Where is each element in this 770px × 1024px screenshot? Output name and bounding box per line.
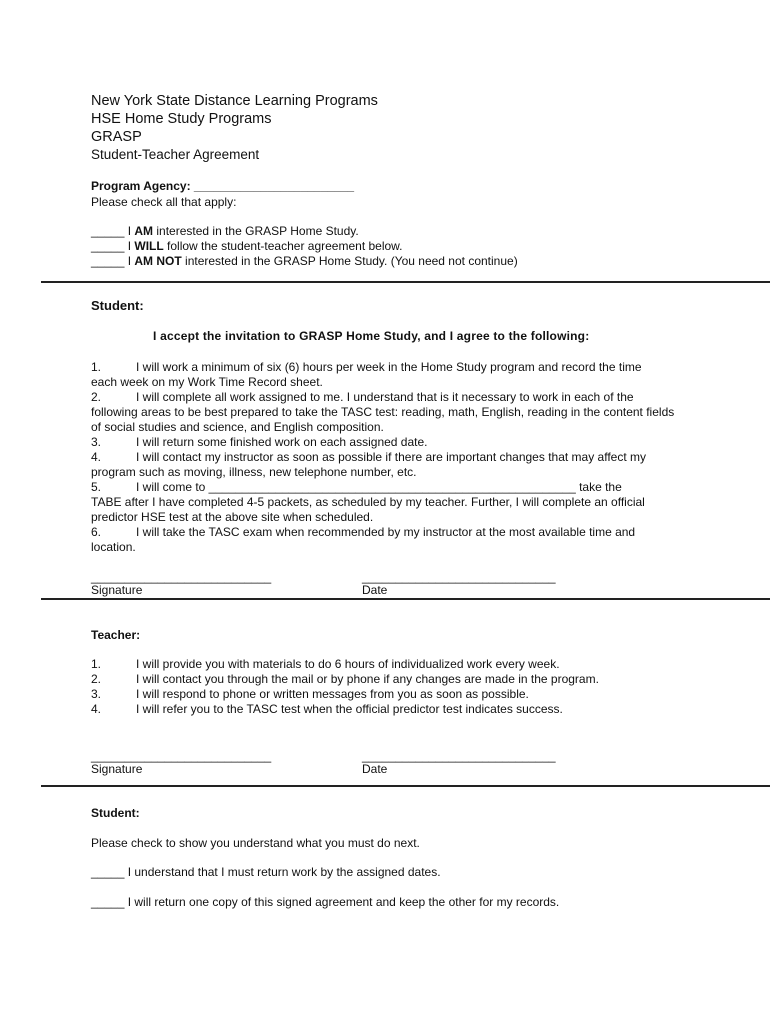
item-text: I will contact my instructor as soon as possible if there are important changes that may affect my <box>136 450 647 464</box>
student-agreement-list <box>91 360 681 555</box>
item-number: 6. <box>91 525 102 539</box>
item-number: 1. <box>91 657 102 671</box>
header-line-2: HSE Home Study Programs <box>91 111 272 127</box>
item-number: 2. <box>91 672 102 686</box>
teacher-date-line[interactable]: _____________________________ <box>362 749 556 763</box>
list-item <box>91 435 681 450</box>
check-text: follow the student-teacher agreement below. <box>163 239 403 253</box>
list-item <box>91 672 681 687</box>
check-option-will[interactable] <box>91 239 403 253</box>
program-agency-field[interactable]: Program Agency: ________________________ <box>91 179 355 193</box>
student-signature-label: Signature <box>91 583 143 597</box>
section-divider <box>41 281 770 283</box>
list-item <box>91 480 681 495</box>
list-item <box>91 702 681 717</box>
check-bold: AM <box>134 224 154 238</box>
item-number: 4. <box>91 450 102 464</box>
check-instruction: Please check all that apply: <box>91 195 237 209</box>
check-bold: WILL <box>134 239 164 253</box>
list-item <box>91 390 681 405</box>
item-continuation: TABE after I have completed 4-5 packets, as scheduled by my teacher. Further, I will complete an official predictor HSE test at the above site when scheduled. <box>91 495 645 524</box>
section-divider <box>41 598 770 600</box>
item-text: I will come to _______________________________________________________ take the <box>136 480 622 494</box>
check-blank: _____ I <box>91 224 135 238</box>
item-text: I will contact you through the mail or by phone if any changes are made in the program. <box>136 672 599 686</box>
teacher-agreement-list <box>91 657 681 717</box>
list-item <box>91 450 681 465</box>
section-divider <box>41 785 770 787</box>
item-text: I will refer you to the TASC test when the official predictor test indicates success. <box>136 702 563 716</box>
item-continuation: each week on my Work Time Record sheet. <box>91 375 323 389</box>
student-date-label: Date <box>362 583 388 597</box>
list-item <box>91 657 681 672</box>
teacher-heading: Teacher: <box>91 628 141 642</box>
check-option-am-not[interactable] <box>91 254 518 268</box>
header-line-3: GRASP <box>91 129 142 145</box>
teacher-signature-label: Signature <box>91 762 143 776</box>
list-item <box>91 687 681 702</box>
student-date-line[interactable]: _____________________________ <box>362 570 556 584</box>
list-item <box>91 525 681 540</box>
student-intro: I accept the invitation to GRASP Home Study, and I agree to the following: <box>153 329 590 343</box>
check-text: interested in the GRASP Home Study. <box>153 224 359 238</box>
item-text: I will complete all work assigned to me. I understand that is it necessary to work in each of the <box>136 390 634 404</box>
teacher-date-label: Date <box>362 762 388 776</box>
student2-heading: Student: <box>91 806 140 820</box>
student-signature-line[interactable]: ___________________________ <box>91 570 272 584</box>
teacher-signature-line[interactable]: ___________________________ <box>91 749 272 763</box>
item-continuation: following areas to be best prepared to take the TASC test: reading, math, English, reading in the content fields of social studies and science, and English composition. <box>91 405 675 434</box>
item-text: I will provide you with materials to do 6 hours of individualized work every week. <box>136 657 560 671</box>
return-copy-check[interactable]: _____ I will return one copy of this signed agreement and keep the other for my records. <box>91 895 560 909</box>
item-continuation: program such as moving, illness, new telephone number, etc. <box>91 465 417 479</box>
item-text: I will work a minimum of six (6) hours per week in the Home Study program and record the time <box>136 360 642 374</box>
header-line-1: New York State Distance Learning Programs <box>91 93 378 109</box>
item-number: 2. <box>91 390 102 404</box>
return-work-check[interactable]: _____ I understand that I must return work by the assigned dates. <box>91 865 441 879</box>
check-blank: _____ I <box>91 239 135 253</box>
student-heading: Student: <box>91 298 144 313</box>
item-text: I will take the TASC exam when recommended by my instructor at the most available time and <box>136 525 636 539</box>
item-text: I will return some finished work on each assigned date. <box>136 435 428 449</box>
check-text: interested in the GRASP Home Study. (You need not continue) <box>181 254 518 268</box>
student2-instruction: Please check to show you understand what you must do next. <box>91 836 420 850</box>
item-number: 3. <box>91 435 102 449</box>
header-line-4: Student-Teacher Agreement <box>91 147 260 162</box>
item-text: I will respond to phone or written messages from you as soon as possible. <box>136 687 529 701</box>
check-bold: AM NOT <box>134 254 182 268</box>
list-item <box>91 360 681 375</box>
item-number: 1. <box>91 360 102 374</box>
item-continuation: location. <box>91 540 136 554</box>
check-blank: _____ I <box>91 254 135 268</box>
item-number: 3. <box>91 687 102 701</box>
item-number: 5. <box>91 480 102 494</box>
item-number: 4. <box>91 702 102 716</box>
check-option-am[interactable] <box>91 224 359 238</box>
